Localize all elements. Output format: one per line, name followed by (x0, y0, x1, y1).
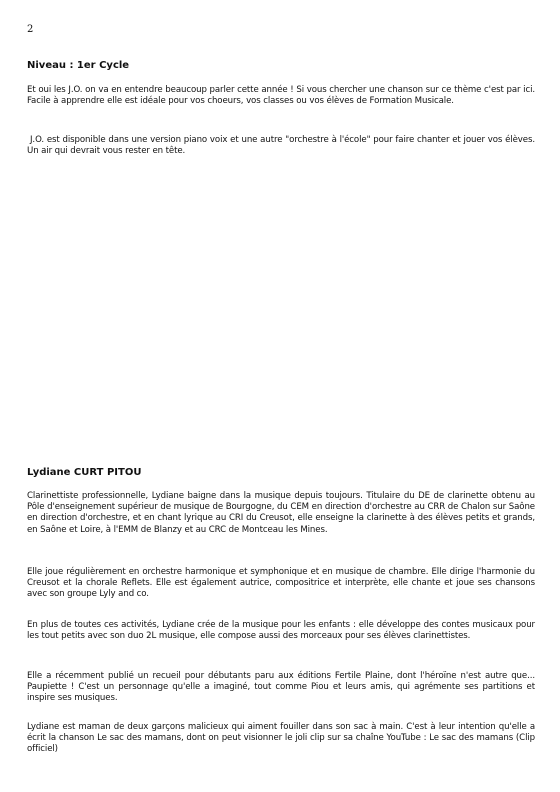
section-heading-author: Lydiane CURT PITOU (27, 467, 142, 478)
paragraph-family: Lydiane est maman de deux garçons malicieux qui aiment fouiller dans son sac à main. C'est à leur intention qu'elle a écrit la chanson Le sac des mamans, dont on peut visionner le joli clip sur sa chaîne YouTube : Le sac des mamans (Clip officiel) (27, 722, 535, 755)
paragraph-intro: Et oui les J.O. on va en entendre beaucoup parler cette année ! Si vous chercher une chanson sur ce thème c'est par ici. Facile à apprendre elle est idéale pour vos choeurs, vos classes ou vos élèves de Formation Musicale. (27, 85, 535, 107)
page-number: 2 (27, 24, 34, 35)
section-heading-level: Niveau : 1er Cycle (27, 60, 130, 71)
paragraph-publication: Elle a récemment publié un recueil pour débutants paru aux éditions Fertile Plaine, dont l'héroïne n'est autre que... Paupiette ! C'est un personnage qu'elle a imaginé, tout comme Piou et leurs amis, qui agrémente ses partitions et inspire ses musiques. (27, 671, 535, 704)
paragraph-orchestra: Elle joue régulièrement en orchestre harmonique et symphonique et en musique de chambre. Elle dirige l'harmonie du Creusot et la chorale Reflets. Elle est également autrice, compositrice et interprète, elle chante et joue ses chansons avec son groupe Lyly and co. (27, 567, 535, 600)
paragraph-children-music: En plus de toutes ces activités, Lydiane crée de la musique pour les enfants : elle développe des contes musicaux pour les tout petits avec son duo 2L musique, elle compose aussi des morceaux pour ses élèves clarinettistes. (27, 620, 535, 642)
paragraph-bio: Clarinettiste professionnelle, Lydiane baigne dans la musique depuis toujours. Titulaire du DE de clarinette obtenu au Pôle d'enseignement supérieur de musique de Bourgogne, du CEM en direction d'orchestre au CRR de Chalon sur Saône en direction d'orchestre, et en chant lyrique au CRI du Creusot, elle enseigne la clarinette à des élèves petits et grands, en Saône et Loire, à l'EMM de Blanzy et au CRC de Montceau les Mines. (27, 491, 535, 535)
paragraph-versions: J.O. est disponible dans une version piano voix et une autre "orchestre à l'école" pour faire chanter et jouer vos élèves. Un air qui devrait vous rester en tête. (27, 135, 535, 157)
